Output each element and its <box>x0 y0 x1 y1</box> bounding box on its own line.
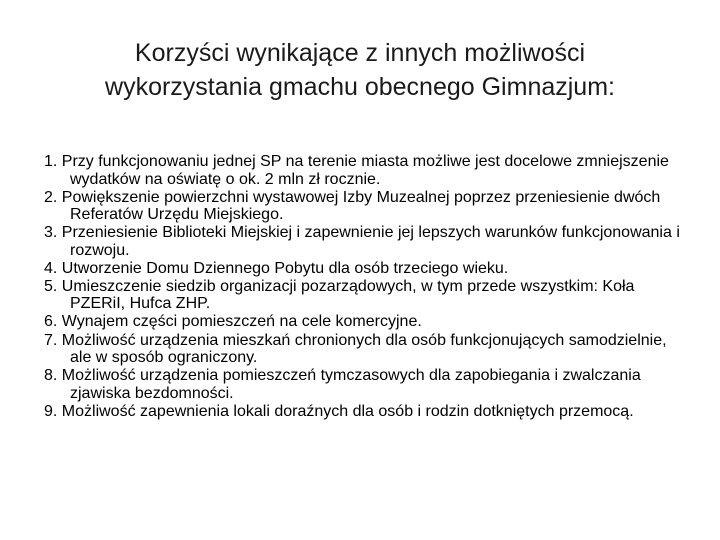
benefits-list <box>44 153 684 421</box>
slide-title-line-1: Korzyści wynikające z innych możliwości <box>134 39 586 67</box>
list-item: 2. Powiększenie powierzchni wystawowej Izby Muzealnej poprzez przeniesienie dwóch Referatów Urzędu Miejskiego. <box>44 188 661 224</box>
list-item: 8. Możliwość urządzenia pomieszczeń tymczasowych dla zapobiegania i zwalczania zjawiska bezdomności. <box>44 367 641 402</box>
list-item: 5. Umieszczenie siedzib organizacji pozarządowych, w tym przede wszystkim: Koła PZERiI, Hufca ZHP. <box>44 277 635 313</box>
list-item: 3. Przeniesienie Biblioteki Miejskiej i zapewnienie jej lepszych warunków funkcjonowania i rozwoju. <box>44 224 680 259</box>
list-item: 6. Wynajem części pomieszczeń na cele komercyjne. <box>44 313 422 331</box>
slide-title <box>40 36 680 104</box>
list-item: 4. Utworzenie Domu Dziennego Pobytu dla osób trzeciego wieku. <box>44 259 509 277</box>
list-item: 1. Przy funkcjonowaniu jednej SP na terenie miasta możliwe jest docelowe zmniejszenie wydatków na oświatę o ok. 2 mln zł rocznie. <box>44 153 669 188</box>
list-item: 7. Możliwość urządzenia mieszkań chronionych dla osób funkcjonujących samodzielnie, ale w sposób ograniczony. <box>44 331 667 367</box>
list-item: 9. Możliwość zapewnienia lokali doraźnych dla osób i rodzin dotkniętych przemocą. <box>44 402 634 420</box>
slide-title-line-2: wykorzystania gmachu obecnego Gimnazjum: <box>105 73 615 101</box>
